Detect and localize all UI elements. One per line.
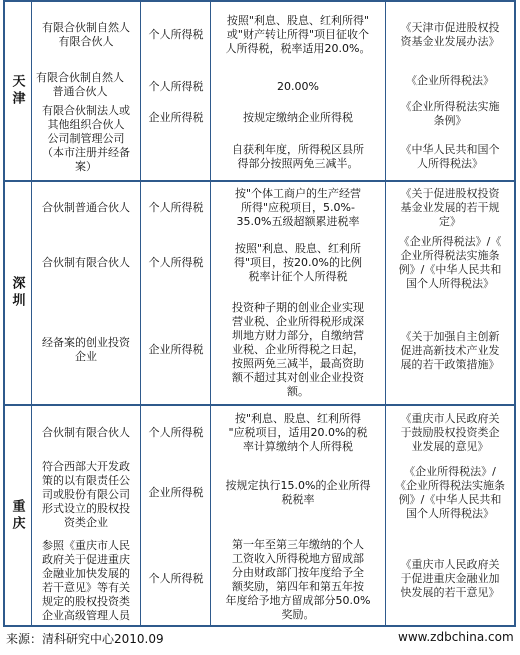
- tianjin-tax-1: 个人所得税: [148, 28, 204, 41]
- tianjin-rule-4: 自获利年度，所得税区县所 得部分按照两免三减半。: [232, 143, 364, 170]
- shenzhen-subject-1: 合伙制普通合伙人: [42, 201, 130, 214]
- shenzhen-subject-3: 经备案的创业投资 企业: [42, 336, 130, 363]
- chongqing-tax-1: 个人所得税: [148, 426, 204, 439]
- divider-chongqing: [3, 404, 516, 406]
- tianjin-policy-2: 《企业所得税法》: [406, 74, 494, 87]
- divider-shenzhen: [3, 180, 516, 182]
- shenzhen-rule-2: 按照"利息、股息、红利所 得"项目，按20.0%的比例 税率计征个人所得税: [233, 242, 362, 283]
- chongqing-tax-2: 企业所得税: [148, 486, 204, 499]
- shenzhen-tax-1: 个人所得税: [148, 201, 204, 214]
- tianjin-subject-3: 有限合伙制法人或 其他组织合伙人 公司制管理公司 （本市注册并经备 案）: [42, 104, 130, 173]
- city-label-shenzhen: 深圳: [9, 276, 25, 310]
- chongqing-rule-2: 按规定执行15.0%的企业所得 税税率: [225, 479, 371, 506]
- tianjin-tax-2: 个人所得税: [148, 80, 204, 93]
- tianjin-rule-1: 按照"利息、股息、红利所得" 或"财产转让所得"项目征收个 人所得税，税率适用20.0%。: [225, 14, 371, 55]
- chongqing-policy-3: 《重庆市人民政府关 于促进重庆金融业加 快发展的若干意见》: [400, 558, 500, 599]
- chongqing-rule-1: 按"利息、股息、红利所得 "应税项目，适用20.0%的税 率计算缴纳个人所得税: [228, 412, 368, 453]
- chongqing-rule-3: 第一年至第三年缴纳的个人 工资收入所得税地方留成部 分由财政部门按年度给予全 额奖励，第四年和第五年按 年度给予地方留成部分50.0% 奖励。: [225, 538, 371, 621]
- chongqing-subject-1: 合伙制有限合伙人: [42, 426, 130, 439]
- chongqing-subject-2: 符合西部大开发政 策的以有限责任公 司或股份有限公司 形式设立的股权投 资类企业: [42, 460, 130, 529]
- tianjin-rule-3: 按规定缴纳企业所得税: [243, 111, 353, 124]
- chongqing-policy-2: 《企业所得税法》/ 《企业所得税法实施条 例》/《中华人民共和 国个人所得税法》: [395, 465, 505, 520]
- tianjin-rule-2: 20.00%: [277, 80, 319, 93]
- city-label-tianjin: 天津: [9, 74, 25, 108]
- chongqing-policy-1: 《重庆市人民政府关 于鼓励股权投资类企 业发展的意见》: [400, 412, 500, 453]
- tianjin-policy-1: 《天津市促进股权投 资基金业发展办法》: [400, 21, 500, 48]
- tianjin-policy-4: 《中华人民共和国个 人所得税法》: [400, 143, 500, 170]
- shenzhen-rule-1: 按"个体工商户的生产经营 所得"应税项目，5.0%- 35.0%五级超额累进税率: [234, 187, 362, 228]
- shenzhen-tax-3: 企业所得税: [148, 343, 204, 356]
- city-label-chongqing: 重庆: [9, 499, 25, 533]
- source-note: 来源：清科研究中心2010.09: [6, 632, 164, 646]
- chongqing-subject-3: 参照《重庆市人民 政府关于促进重庆 金融业加快发展的 若干意见》等有关 规定的股权投资类 企业高级管理人员: [42, 539, 130, 622]
- tianjin-tax-3: 企业所得税: [148, 111, 204, 124]
- shenzhen-rule-3: 投资种子期的创业企业实现 营业税、企业所得税形成深 圳地方财力部分，自缴纳营 业税、企业所得税之日起， 按照两免三减半，最高资助 额不超过其对创业企业投资 额。: [232, 301, 364, 398]
- shenzhen-policy-2: 《企业所得税法》/《 企业所得税法实施条 例》/《中华人民共和 国个人所得税法》: [398, 235, 502, 290]
- tianjin-policy-3: 《企业所得税法实施 条例》: [400, 100, 500, 127]
- website-watermark: www.zdbchina.com: [398, 630, 514, 644]
- tianjin-subject-2: 有限合伙制自然人 普通合伙人: [36, 71, 124, 98]
- shenzhen-subject-2: 合伙制有限合伙人: [42, 256, 130, 269]
- shenzhen-tax-2: 个人所得税: [148, 256, 204, 269]
- tianjin-subject-1: 有限合伙制自然人 有限合伙人: [42, 21, 130, 48]
- shenzhen-policy-3: 《关于加强自主创新 促进高新技术产业发 展的若干政策措施》: [400, 330, 500, 371]
- shenzhen-policy-1: 《关于促进股权投资 基金业发展的若干规 定》: [400, 187, 500, 228]
- chongqing-tax-3: 个人所得税: [148, 572, 204, 585]
